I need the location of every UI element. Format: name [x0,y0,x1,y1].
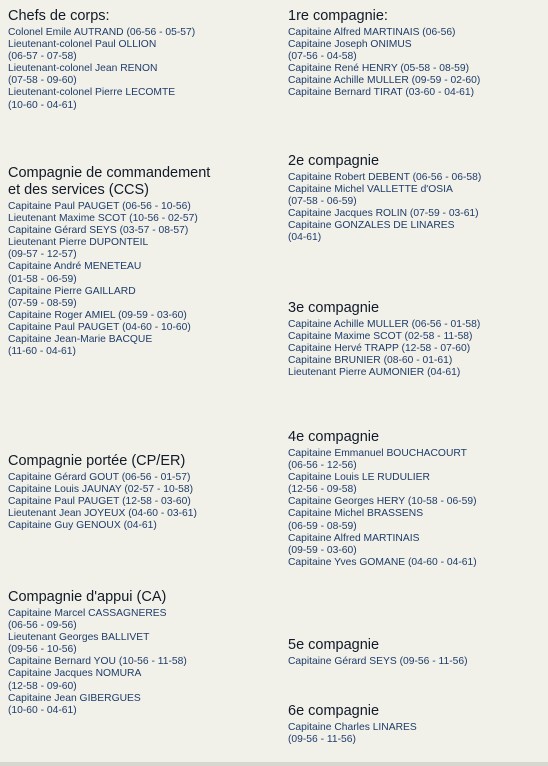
entry: (06-56 - 09-56) [8,620,77,632]
entry: (01-58 - 06-59) [8,273,77,285]
entry-list [8,201,210,358]
entry: Capitaine Achille MULLER (09-59 - 02-60) [288,75,481,87]
entry-list [288,319,480,379]
entry: Capitaine Georges HERY (10-58 - 06-59) [288,496,477,508]
section-heading: Chefs de corps: [8,8,110,24]
entry-list [8,472,197,532]
entry-list [288,172,481,245]
entry: (09-56 - 10-56) [8,644,77,656]
entry: Lieutenant-colonel Pierre LECOMTE [8,87,176,99]
section-4e-compagnie [288,429,477,569]
entry: (06-57 - 07-58) [8,51,77,63]
entry: Capitaine BRUNIER (08-60 - 01-61) [288,355,453,367]
entry: (09-57 - 12-57) [8,249,77,261]
entry: Capitaine Bernard YOU (10-56 - 11-58) [8,656,187,668]
section-heading: 4e compagnie [288,429,380,445]
entry-list [8,608,187,717]
entry: Capitaine Robert DEBENT (06-56 - 06-58) [288,172,482,183]
entry: Capitaine Gérard GOUT (06-56 - 01-57) [8,472,191,483]
entry: Capitaine Alfred MARTINAIS [288,532,420,544]
entry: (10-60 - 04-61) [8,99,77,111]
entry: (09-56 - 11-56) [288,734,356,746]
entry-list [288,722,417,746]
entry: Capitaine Yves GOMANE (04-60 - 04-61) [288,556,477,568]
entry: (07-59 - 08-59) [8,297,77,309]
entry: Capitaine GONZALES DE LINARES [288,220,455,232]
entry: Capitaine Joseph ONIMUS [288,39,412,51]
entry: Capitaine Paul PAUGET (06-56 - 10-56) [8,201,191,212]
entry: (07-56 - 04-58) [288,51,357,63]
entry: (06-59 - 08-59) [288,520,357,532]
entry: Capitaine Bernard TIRAT (03-60 - 04-61) [288,87,475,99]
section-heading: 6e compagnie [288,703,380,719]
entry-list [288,448,477,569]
section-compagnie-appui [8,589,187,717]
entry: (12-58 - 09-60) [8,680,77,692]
section-5e-compagnie [288,637,468,668]
section-6e-compagnie [288,703,417,746]
section-2e-compagnie [288,153,481,245]
entry: Capitaine Louis LE RUDULIER [288,472,430,484]
entry-list [288,27,480,100]
entry: (12-56 - 09-58) [288,484,357,496]
entry: Capitaine Gérard SEYS (03-57 - 08-57) [8,225,189,237]
entry: Lieutenant-colonel Paul OLLION [8,39,157,51]
entry: Capitaine Charles LINARES [288,722,417,733]
entry: Capitaine Hervé TRAPP (12-58 - 07-60) [288,343,471,355]
section-chefs-de-corps [8,8,195,112]
entry: Lieutenant Jean JOYEUX (04-60 - 03-61) [8,508,197,520]
entry-list [8,27,195,112]
entry: Lieutenant-colonel Jean RENON [8,63,158,75]
heading-line: Compagnie de commandement [8,165,211,181]
entry: Capitaine Louis JAUNAY (02-57 - 10-58) [8,484,194,496]
entry: Capitaine Guy GENOUX (04-61) [8,520,157,532]
entry: (06-56 - 12-56) [288,460,357,472]
section-ccs [8,165,210,358]
entry: Capitaine Emmanuel BOUCHACOURT [288,448,467,459]
entry: Capitaine Marcel CASSAGNERES [8,608,167,619]
page-bottom-edge [0,762,548,766]
entry: Lieutenant Pierre AUMONIER (04-61) [288,367,461,379]
section-heading: 2e compagnie [288,153,380,169]
entry: (07-58 - 06-59) [288,196,357,208]
entry: (11-60 - 04-61) [8,346,76,358]
entry: Capitaine Roger AMIEL (09-59 - 03-60) [8,309,187,321]
entry: Capitaine Gérard SEYS (09-56 - 11-56) [288,656,468,667]
entry: Capitaine Michel BRASSENS [288,508,424,520]
entry: Capitaine Paul PAUGET (04-60 - 10-60) [8,321,191,333]
entry: (10-60 - 04-61) [8,704,77,716]
entry: Capitaine René HENRY (05-58 - 08-59) [288,63,470,75]
entry: (09-59 - 03-60) [288,544,357,556]
section-heading: 1re compagnie: [288,8,388,24]
entry: Capitaine Paul PAUGET (12-58 - 03-60) [8,496,191,508]
entry-list [288,656,468,668]
entry: Lieutenant Georges BALLIVET [8,632,150,644]
section-3e-compagnie [288,300,480,379]
section-heading [8,165,210,199]
entry: Capitaine Jacques ROLIN (07-59 - 03-61) [288,208,479,220]
entry: Capitaine Jean GIBERGUES [8,692,141,704]
entry: (04-61) [288,232,322,244]
entry: Capitaine Achille MULLER (06-56 - 01-58) [288,319,481,330]
entry: Capitaine Michel VALLETTE d'OSIA [288,184,453,196]
section-heading: 3e compagnie [288,300,380,316]
section-heading: Compagnie portée (CP/ER) [8,453,186,469]
entry: Capitaine Maxime SCOT (02-58 - 11-58) [288,331,473,343]
entry: Capitaine Jean-Marie BACQUE [8,334,153,346]
entry: (07-58 - 09-60) [8,75,77,87]
section-1re-compagnie [288,8,480,100]
entry: Capitaine Alfred MARTINAIS (06-56) [288,27,456,38]
section-compagnie-portee [8,453,197,532]
section-heading: Compagnie d'appui (CA) [8,589,167,605]
entry: Capitaine Pierre GAILLARD [8,285,136,297]
entry: Capitaine Jacques NOMURA [8,668,142,680]
entry: Lieutenant Maxime SCOT (10-56 - 02-57) [8,213,198,225]
entry: Capitaine André MENETEAU [8,261,142,273]
entry: Colonel Emile AUTRAND (06-56 - 05-57) [8,27,196,38]
heading-line: et des services (CCS) [8,182,150,198]
entry: Lieutenant Pierre DUPONTEIL [8,237,149,249]
section-heading: 5e compagnie [288,637,380,653]
